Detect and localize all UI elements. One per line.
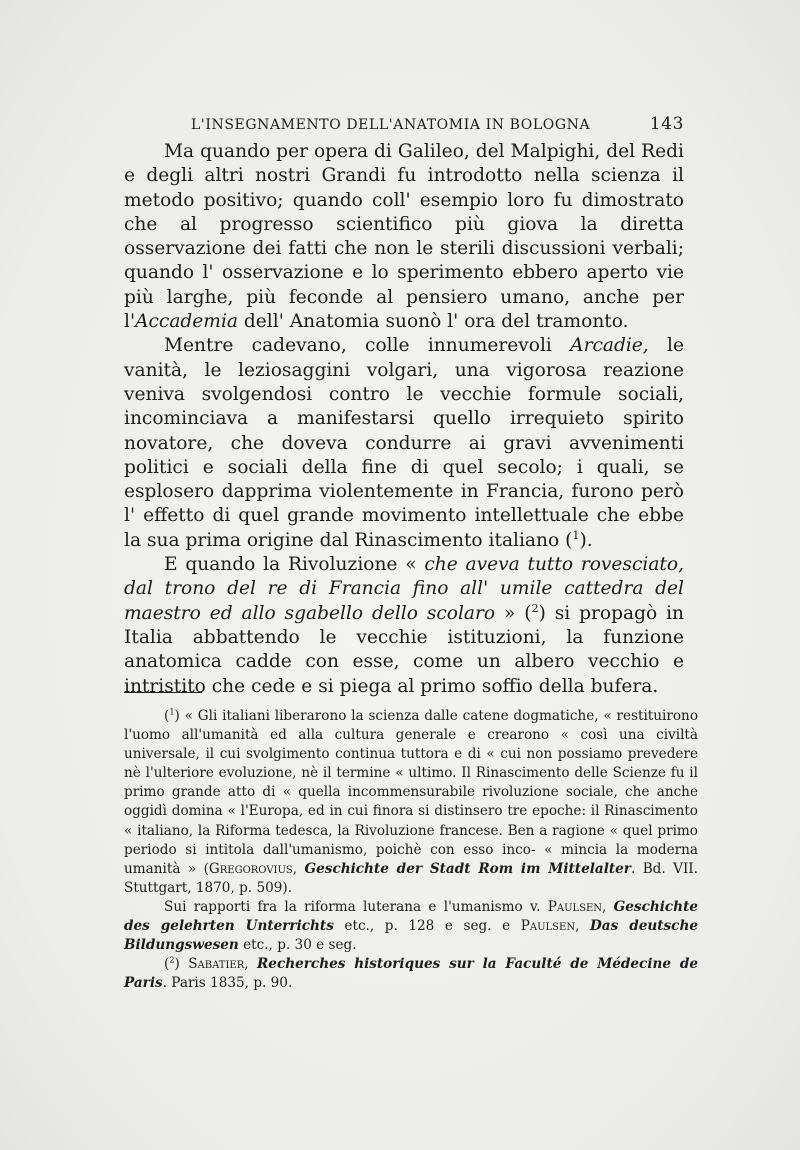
- footnote-ref-1: 1: [572, 528, 580, 542]
- footnote-2-author: Sabatier: [179, 956, 245, 973]
- footnote-1b-author-2: Paulsen: [520, 918, 576, 935]
- p2-text-a: Mentre cadevano, colle innumerevoli: [164, 335, 571, 357]
- running-head: [124, 112, 684, 138]
- footnote-1-author: Gregorovius: [208, 860, 293, 877]
- p3-text-c: ) si propagò in Italia abbattendo le vecchie istituzioni, la funzione anatomica cadde con esse, come un albero vecchio e intristito che cede e si piega al primo soffio della bufera.: [124, 602, 685, 697]
- footnote-1-sep: ,: [292, 860, 305, 877]
- p2-italic: Arcadie,: [570, 335, 649, 357]
- footnote-1b-title-2: Das deutsche Bildungswesen: [124, 918, 698, 954]
- footnote-1-text-b: . Bd. VII. Stuttgart, 1870, p. 509).: [124, 860, 699, 896]
- page-number: 143: [649, 114, 684, 134]
- footnote-1b-text-mid: etc., p. 128 e seg. e: [333, 918, 521, 935]
- p3-italic-quote: che aveva tutto rovesciato, dal trono del re di Francia fino all' umile cattedra del maestro ed allo sgabello dello scolaro: [124, 554, 684, 624]
- p3-text-a: E quando la Rivoluzione «: [164, 554, 425, 576]
- footnote-1: ($^1$) « Gli italiani liberarono la scienza dalle catene dogmatiche, « restituirono l'uomo all'umanità ed alla cultura generale e crearono « così una civiltà universale, il cui svolgimento continua tuttora e di « cui non possiamo prevedere nè l'ulteriore evoluzione, nè il termine « ultimo. Il Rinascimento delle Scienze fu il primo grande atto di « quella incommensurabile rivoluzione sociale, che anche oggidì domina « l'Europa, ed in cui finora si distinsero tre epoche: il Rinascimento « italiano, la Riforma tedesca, la Rivoluzione francese. Ben a ragione « quel primo periodo si intitola dall'umanismo, poichè con esso inco- « mincia la moderna umanità » (Gregorovius, Geschichte der Stadt Rom im Mittelalter. Bd. VII. Stuttgart, 1870, p. 509).: [124, 706, 699, 896]
- paragraph-1: [124, 140, 684, 334]
- p2-text-c: ).: [579, 529, 593, 551]
- footnote-2-text-b: . Paris 1835, p. 90.: [162, 975, 293, 992]
- footnote-2-mark: 2: [169, 954, 175, 965]
- footnote-1b-text-b: etc., p. 30 e seg.: [238, 937, 357, 954]
- footnote-1b-text: Sui rapporti fra la riforma luterana e l'umanismo v.: [164, 898, 548, 915]
- footnote-1-text: « Gli italiani liberarono la scienza dalle catene dogmatiche, « restituirono l'uomo all'umanità ed alla cultura generale e crearono « così una civiltà universale, il cui svolgimento continua tuttora e di « cui non possiamo prevedere nè l'ulteriore evoluzione, nè il termine « ultimo. Il Rinascimento delle Scienze fu il primo grande atto di « quella incommensurabile rivoluzione sociale, che anche oggidì domina « l'Europa, ed in cui finora si distinsero tre epoche: il Rinascimento « italiano, la Riforma tedesca, la Rivoluzione francese. Ben a ragione « quel primo periodo si intitola dall'umanismo, poichè con esso inco- « mincia la moderna umanità » (: [124, 708, 698, 877]
- footnote-1-title: Geschichte der Stadt Rom im Mittelalter: [304, 860, 631, 877]
- footnote-1b-sep-1: ,: [602, 898, 614, 915]
- footnote-2: ($^2$) Sabatier, Recherches historiques sur la Faculté de Médecine de Paris. Paris 1835, p. 90.: [124, 954, 698, 992]
- paragraph-2: [124, 334, 684, 553]
- footnote-1-continued: [124, 898, 698, 955]
- footnote-separator: [124, 692, 202, 693]
- footnote-1b-sep-2: ,: [575, 918, 590, 935]
- footnote-1b-title-1: Geschichte des gelehrten Unterrichts: [124, 898, 698, 935]
- main-text: [124, 140, 684, 699]
- p1-italic: Accademia: [135, 311, 238, 333]
- running-title: L'INSEGNAMENTO DELL'ANATOMIA IN BOLOGNA: [191, 117, 591, 133]
- footnote-1-mark: 1: [169, 706, 175, 717]
- p2-text-b: le vanità, le leziosaggini volgari, una vigorosa reazione veniva svolgendosi contro le vecchie formule sociali, incominciava a manifestarsi quello irrequieto spirito novatore, che doveva condurre ai gravi avvenimenti politici e sociali della fine di quel secolo; i quali, se esplosero dapprima violentemente in Francia, furono però l' effetto di quel grande movimento intellettuale che ebbe la sua prima origine dal Rinascimento italiano (: [124, 335, 684, 551]
- footnote-ref-2: 2: [531, 601, 539, 615]
- paragraph-3: [124, 553, 684, 699]
- footnote-2-title: Recherches historiques sur la Faculté de Médecine de Paris: [124, 956, 698, 992]
- p1-text-a: Ma quando per opera di Galileo, del Malpighi, del Redi e degli altri nostri Grandi fu introdotto nella scienza il metodo positivo; quando coll' esempio loro fu dimostrato che al progresso scientifico più giova la diretta osservazione dei fatti che non le sterili discussioni verbali; quando l' osservazione e lo sperimento ebbero aperto vie più larghe, più feconde al pensiero umano, anche per l': [124, 141, 684, 333]
- p1-text-b: dell' Anatomia suonò l' ora del tramonto.: [237, 311, 629, 333]
- p3-text-b: » (: [495, 602, 532, 624]
- footnote-1b-author-1: Paulsen: [547, 898, 603, 915]
- footnotes: [124, 707, 698, 993]
- footnote-2-sep: ,: [244, 956, 257, 973]
